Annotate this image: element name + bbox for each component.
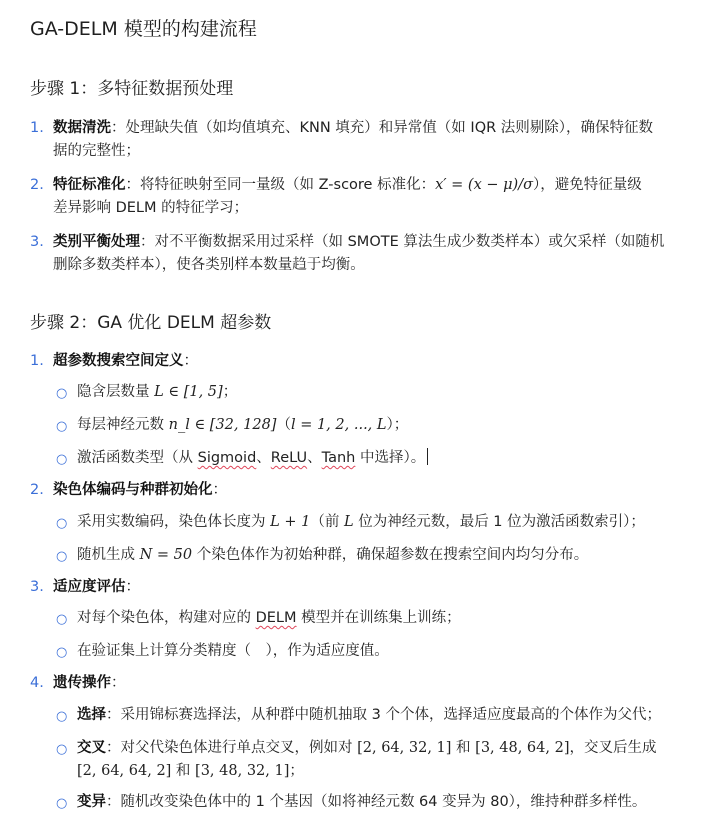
step1-item2-number: 2. bbox=[30, 177, 44, 193]
fitness-eval-item: 在验证集上计算分类精度（ ），作为适应度值。 bbox=[77, 643, 389, 659]
bullet-icon: ○ bbox=[56, 709, 68, 724]
step1-item2-line2: 差异影响 DELM 的特征学习； bbox=[53, 200, 249, 216]
text-cursor[interactable] bbox=[427, 448, 428, 465]
child2-vector: [3, 48, 32, 1] bbox=[195, 763, 290, 779]
step2-heading: 步骤 2：GA 优化 DELM 超参数 bbox=[30, 313, 272, 333]
selection-label: 选择 bbox=[77, 707, 106, 723]
sub-text: 个染色体作为初始种群，确保超参数在搜索空间内均匀分布。 bbox=[192, 547, 589, 563]
neurons-formula: n_l ∈ [32, 128] bbox=[168, 417, 277, 433]
sub-text: 和 bbox=[451, 740, 476, 756]
sub-text: 和 bbox=[171, 763, 196, 779]
bullet-icon: ○ bbox=[56, 516, 68, 531]
step2-item3-bold: 适应度评估 bbox=[53, 579, 126, 595]
mutation-label: 变异 bbox=[77, 794, 106, 810]
bullet-icon: ○ bbox=[56, 419, 68, 434]
child1-vector: [2, 64, 64, 2] bbox=[77, 763, 172, 779]
step2-item1 bbox=[53, 350, 198, 373]
bullet-icon: ○ bbox=[56, 549, 68, 564]
step2-item1-bold: 超参数搜索空间定义 bbox=[53, 353, 184, 369]
step1-item1-text: ：处理缺失值（如均值填充、KNN 填充）和异常值（如 IQR 法则剔除），确保特征数 bbox=[111, 120, 654, 136]
sub-text: 随机生成 bbox=[77, 547, 140, 563]
index-formula: l = 1, 2, ..., L bbox=[290, 417, 387, 433]
bullet-icon: ○ bbox=[56, 742, 68, 757]
sub-text: ； bbox=[222, 384, 238, 400]
crossover-item-line2 bbox=[77, 760, 304, 783]
sub-text: 对每个染色体，构建对应的 bbox=[77, 610, 256, 626]
step1-item1-bold: 数据清洗 bbox=[53, 120, 111, 136]
bullet-icon: ○ bbox=[56, 645, 68, 660]
layers-formula: L ∈ [1, 5] bbox=[154, 384, 223, 400]
parent2-vector: [3, 48, 64, 2] bbox=[475, 740, 570, 756]
page-title: GA-DELM 模型的构建流程 bbox=[30, 18, 257, 40]
sub-text: （ bbox=[276, 417, 291, 433]
colon: ： bbox=[125, 579, 140, 595]
step1-item2-pre: ：将特征映射至同一量级（如 Z-score 标准化： bbox=[125, 177, 436, 193]
sub-text: ； bbox=[289, 763, 304, 779]
step1-heading: 步骤 1：多特征数据预处理 bbox=[30, 79, 234, 99]
population-formula: N = 50 bbox=[139, 547, 193, 563]
crossover-label: 交叉 bbox=[77, 740, 106, 756]
step2-item2-number: 2. bbox=[30, 482, 44, 498]
spell-underlined-word: Sigmoid bbox=[197, 450, 257, 466]
bullet-icon: ○ bbox=[56, 796, 68, 811]
sub-text: ）； bbox=[386, 417, 409, 433]
l-formula: L bbox=[343, 514, 354, 530]
spell-underlined-word: ReLU bbox=[270, 450, 308, 466]
zscore-formula: x′ = (x − μ)/σ bbox=[435, 177, 533, 193]
sub-text: 隐含层数量 bbox=[77, 384, 155, 400]
population-item bbox=[77, 544, 588, 567]
sub-text: ：采用锦标赛选择法，从种群中随机抽取 3 个个体，选择适应度最高的个体作为父代； bbox=[106, 707, 661, 723]
step1-item1 bbox=[53, 117, 653, 140]
sub-text: 激活函数类型（从 bbox=[77, 450, 198, 466]
sub-text: ：对父代染色体进行单点交叉，例如对 bbox=[106, 740, 358, 756]
sub-text: ：随机改变染色体中的 1 个基因（如将神经元数 64 变异为 80），维持种群多样性。 bbox=[106, 794, 647, 810]
sub-text: 、 bbox=[256, 450, 271, 466]
spell-underlined-word: DELM bbox=[255, 610, 297, 626]
step2-item3-number: 3. bbox=[30, 579, 44, 595]
sub-text: ，交叉后生成 bbox=[569, 740, 657, 756]
mutation-item bbox=[77, 791, 646, 814]
crossover-item bbox=[77, 737, 656, 760]
encoding-item bbox=[77, 511, 645, 534]
sub-text: 采用实数编码，染色体长度为 bbox=[77, 514, 271, 530]
fitness-train-item bbox=[77, 607, 461, 630]
step2-item2-bold: 染色体编码与种群初始化 bbox=[53, 482, 213, 498]
sub-text: 每层神经元数 bbox=[77, 417, 169, 433]
sub-text: 模型并在训练集上训练； bbox=[296, 610, 461, 626]
step2-item4 bbox=[53, 672, 126, 695]
selection-item bbox=[77, 704, 661, 727]
step1-item3 bbox=[53, 231, 664, 254]
colon: ： bbox=[183, 353, 198, 369]
step1-item3-number: 3. bbox=[30, 234, 44, 250]
step1-item2 bbox=[53, 174, 642, 197]
sub-text: 、 bbox=[307, 450, 322, 466]
step1-item3-text: ：对不平衡数据采用过采样（如 SMOTE 算法生成少数类样本）或欠采样（如随机 bbox=[140, 234, 665, 250]
parent1-vector: [2, 64, 32, 1] bbox=[357, 740, 452, 756]
sub-text: （前 bbox=[310, 514, 344, 530]
length-formula: L + 1 bbox=[270, 514, 311, 530]
step1-item1-number: 1. bbox=[30, 120, 44, 136]
sub-text: 中选择）。 bbox=[355, 450, 426, 466]
step1-item3-bold: 类别平衡处理 bbox=[53, 234, 140, 250]
bullet-icon: ○ bbox=[56, 452, 68, 467]
step2-item2 bbox=[53, 479, 227, 502]
step1-item2-post: ），避免特征量级 bbox=[533, 177, 642, 193]
hidden-layers-item bbox=[77, 381, 237, 404]
sub-text: 位为神经元数，最后 1 位为激活函数索引）； bbox=[353, 514, 645, 530]
step2-item4-number: 4. bbox=[30, 675, 44, 691]
step2-item1-number: 1. bbox=[30, 353, 44, 369]
colon: ： bbox=[111, 675, 126, 691]
step2-item3 bbox=[53, 576, 140, 599]
step1-item2-bold: 特征标准化 bbox=[53, 177, 126, 193]
activation-item bbox=[77, 447, 428, 470]
neurons-item bbox=[77, 414, 408, 437]
step2-item4-bold: 遗传操作 bbox=[53, 675, 111, 691]
step1-item3-line2: 删除多数类样本），使各类别样本数量趋于均衡。 bbox=[53, 257, 365, 273]
colon: ： bbox=[212, 482, 227, 498]
bullet-icon: ○ bbox=[56, 386, 68, 401]
step1-item1-line2: 据的完整性； bbox=[53, 143, 140, 159]
bullet-icon: ○ bbox=[56, 612, 68, 627]
spell-underlined-word: Tanh bbox=[321, 450, 356, 466]
